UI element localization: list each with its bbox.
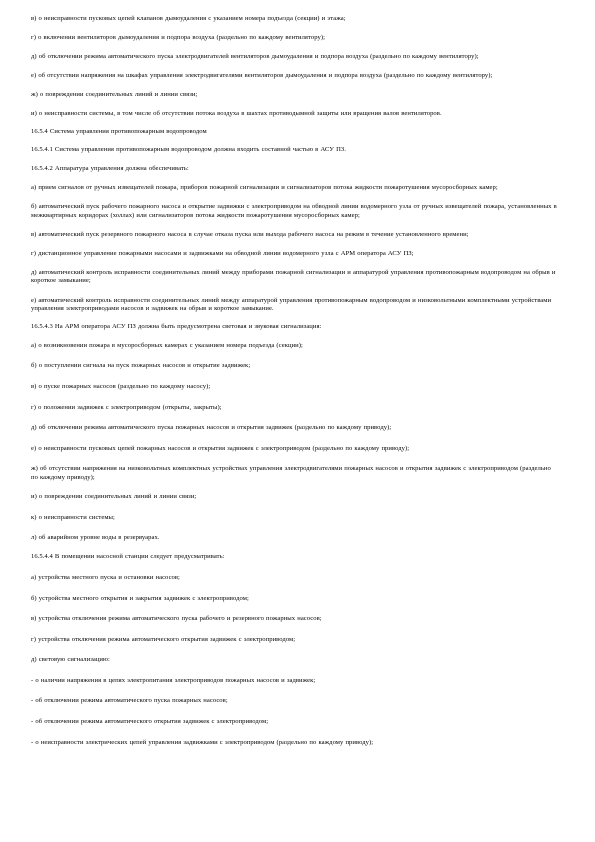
item-v-auto-off-pumps: в) устройства отключения режима автоматического пуска рабочего и резервного пожарных насосов; (31, 615, 322, 623)
paragraph-e-no-voltage: е) об отсутствии напряжения на шкафах управления электродвигателями вентиляторов дымоудаления и подпора воздуха (раздельно по каждому вентилятору); (31, 72, 493, 80)
item-zh-no-voltage: ж) об отсутствии напряжения на низковольтных комплектных устройствах управления электродвигателями пожарных насосов и открытия задвижек с электроприводом (раздельно по каждому приводу); (31, 465, 551, 481)
paragraph-zh-line-damage: ж) о повреждении соединительных линий и линии связи; (31, 91, 198, 99)
item-g-auto-off-valves: г) устройства отключения режима автоматического открытия задвижек с электроприводом; (31, 635, 296, 643)
item-v-pump-start: в) о пуске пожарных насосов (раздельно по каждому насосу); (31, 382, 211, 390)
item-l-water-level: л) об аварийном уровне воды в резервуарах. (31, 534, 160, 542)
paragraph-g-fans-on: г) о включении вентиляторов дымоудаления и подпора воздуха (раздельно по каждому вентилятору); (31, 34, 325, 42)
item-a-local-start: а) устройства местного пуска и остановки насосов; (31, 573, 180, 581)
item-a-signal-reception: а) прием сигналов от ручных извещателей пожара, приборов пожарной сигнализации и сигнализаторов потока жидкости пожаротушения мусоросборных камер; (31, 183, 498, 191)
item-g-remote-control: г) дистанционное управление пожарными насосами и задвижками на обводной линии водомерного узла с АРМ оператора АСУ ПЗ; (31, 249, 414, 257)
item-i-line-damage: и) о повреждении соединительных линий и линии связи; (31, 493, 197, 501)
item-b-local-valve: б) устройства местного открытия и закрытия задвижек с электроприводом; (31, 594, 249, 602)
section-heading-16-5-4: 16.5.4 Система управления противопожарным водопроводом (31, 128, 207, 136)
item-a-fire: а) о возникновении пожара в мусоросборных камерах с указанием номера подъезда (секции); (31, 341, 303, 349)
paragraph-d-auto-start-off: д) об отключении режима автоматического пуска электродвигателей вентиляторов дымоудаления и подпора воздуха (раздельно по каждому вентилятору); (31, 53, 479, 61)
item-d-light-signal: д) световую сигнализацию: (31, 656, 110, 664)
item-b-start-signal: б) о поступлении сигнала на пуск пожарных насосов и открытие задвижек; (31, 362, 251, 370)
clause-16-5-4-1: 16.5.4.1 Система управления противопожарным водопроводом должна входить составной частью в АСУ ПЗ. (31, 145, 346, 153)
paragraph-i-system-fault: и) о неисправности системы, в том числе об отсутствии потока воздуха в шахтах противодымной защиты или вращения валов вентиляторов. (31, 110, 442, 118)
item-g-valve-position: г) о положении задвижек с электроприводом (открыты, закрыты); (31, 403, 222, 411)
item-k-system-fault: к) о неисправности системы; (31, 513, 115, 521)
bullet-circuit-fault: - о неисправности электрических цепей управления задвижками с электроприводом (раздельно по каждому приводу); (31, 738, 374, 746)
bullet-valve-auto-off: - об отключении режима автоматического открытия задвижек с электроприводом; (31, 718, 269, 726)
clause-16-5-4-3: 16.5.4.3 На АРМ оператора АСУ ПЗ должна быть предусмотрена световая и звуковая сигнализация: (31, 322, 322, 330)
item-d-line-control: д) автоматический контроль исправности соединительных линий между приборами пожарной сигнализации и аппаратурой управления противопожарным водопроводом на обрыв и короткое замыкание; (31, 268, 556, 285)
bullet-pump-auto-off: - об отключении режима автоматического пуска пожарных насосов; (31, 697, 228, 705)
clause-16-5-4-2: 16.5.4.2 Аппаратура управления должна обеспечивать: (31, 164, 189, 172)
paragraph-v-clapan-fault: в) о неисправности пусковых цепей клапанов дымоудаления с указанием номера подъезда (секции) и этажа; (31, 15, 346, 22)
clause-16-5-4-4: 16.5.4.4 В помещении насосной станции следует предусматривать: (31, 553, 225, 561)
item-b-auto-start-pump: б) автоматический пуск рабочего пожарного насоса и открытие задвижки с электроприводом на обводной линии водомерного узла от ручных извещателей пожара, установленных в межквартирных коридорах (холлах) или сигнализаторов потока жидкости пожаротушения мусоросборных камер; (31, 202, 557, 219)
item-e-line-control-2: е) автоматический контроль исправности соединительных линий между аппаратурой управления противопожарным водопроводом и низковольтными комплектными устройствами управления электроприводами насосов и задвижек на обрыв и короткое замыкание. (31, 296, 552, 313)
item-v-reserve-pump: в) автоматический пуск резервного пожарного насоса в случае отказа пуска или выхода рабочего насоса на режим в течение установленного времени; (31, 230, 469, 238)
item-d-auto-off: д) об отключении режима автоматического пуска пожарных насосов и открытия задвижек (раздельно по каждому приводу); (31, 424, 392, 432)
bullet-voltage: - о наличии напряжения в цепях электропитания электроприводов пожарных насосов и задвижек; (31, 676, 316, 684)
item-e-circuit-fault: е) о неисправности пусковых цепей пожарных насосов и открытия задвижек с электроприводом (раздельно по каждому приводу); (31, 444, 410, 452)
